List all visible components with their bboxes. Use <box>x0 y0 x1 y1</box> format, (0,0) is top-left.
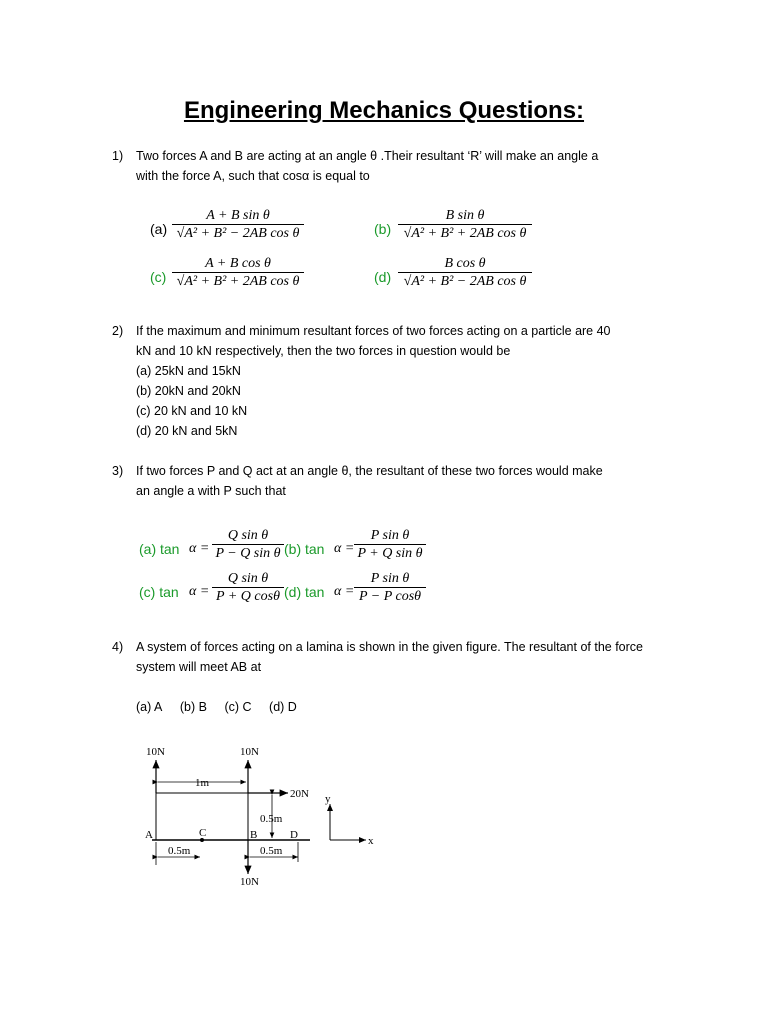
numerator: P sin θ <box>370 528 410 543</box>
question-3 <box>112 461 672 501</box>
question-number: 1) <box>112 149 124 163</box>
label-10n-down: 10N <box>240 876 259 888</box>
label-point-d: D <box>290 829 298 841</box>
answer-option: (d) D <box>269 700 297 714</box>
page-title: Engineering Mechanics Questions: <box>183 97 585 124</box>
answer-option: (b) B <box>179 700 207 714</box>
option-a-fraction <box>172 208 304 242</box>
option-label-b: (b) <box>374 221 392 237</box>
denominator: P + Q cosθ <box>212 587 284 605</box>
label-05m-left: 0.5m <box>168 845 191 857</box>
label-10n-right: 10N <box>240 746 259 758</box>
option-label-c: (c) tan <box>139 584 179 600</box>
numerator: Q sin θ <box>227 571 269 586</box>
question-text-line: Two forces A and B are acting at an angle θ .Their resultant ‘R’ will make an angle a <box>136 149 599 163</box>
denominator: P − P cosθ <box>354 587 426 605</box>
question-2 <box>112 321 672 441</box>
question-text-line: kN and 10 kN respectively, then the two forces in question would be <box>136 344 511 358</box>
answer-option: (c) C <box>224 700 252 714</box>
answer-option: (c) 20 kN and 10 kN <box>136 404 248 418</box>
label-20n: 20N <box>290 788 309 800</box>
answer-option: (a) 25kN and 15kN <box>136 364 241 378</box>
question-text-line: an angle a with P such that <box>136 484 286 498</box>
option-c-fraction <box>212 571 284 605</box>
numerator: Q sin θ <box>227 528 269 543</box>
option-label-c: (c) <box>150 269 167 285</box>
numerator: A + B cos θ <box>205 256 271 271</box>
denominator: √A² + B² + 2AB cos θ <box>172 272 304 290</box>
question-text-line: If two forces P and Q act at an angle θ, the resultant of these two forces would make <box>136 464 603 478</box>
question-text-line: with the force A, such that cosα is equal to <box>136 169 370 183</box>
label-05m-right: 0.5m <box>260 845 283 857</box>
option-b-fraction <box>398 208 532 242</box>
denominator: √A² + B² − 2AB cos θ <box>398 272 532 290</box>
option-b-lhs: α = <box>334 541 355 556</box>
label-point-b: B <box>250 829 258 841</box>
force-system-figure <box>140 740 390 890</box>
option-d-lhs: α = <box>334 584 355 599</box>
numerator: B cos θ <box>444 256 486 271</box>
denominator: √A² + B² + 2AB cos θ <box>398 224 532 242</box>
option-label-d: (d) <box>374 269 392 285</box>
denominator: √A² + B² − 2AB cos θ <box>172 224 304 242</box>
option-a-lhs: α = <box>189 541 210 556</box>
option-label-d: (d) tan <box>284 584 325 600</box>
answer-option: (d) 20 kN and 5kN <box>136 424 238 438</box>
option-a-fraction <box>212 528 284 562</box>
question-number: 3) <box>112 464 124 478</box>
option-b-fraction <box>354 528 426 562</box>
label-05m-vertical: 0.5m <box>260 813 283 825</box>
denominator: P + Q sin θ <box>354 544 426 562</box>
option-label-b: (b) tan <box>284 541 325 557</box>
question-text-line: system will meet AB at <box>136 660 262 674</box>
option-c-lhs: α = <box>189 584 210 599</box>
question-text-line: A system of forces acting on a lamina is shown in the given figure. The resultant of the force <box>136 640 643 654</box>
label-10n-left: 10N <box>146 746 165 758</box>
label-axis-y: y <box>325 793 331 805</box>
question-number: 2) <box>112 324 124 338</box>
answer-option: (b) 20kN and 20kN <box>136 384 241 398</box>
answer-option: (a) A <box>136 700 163 714</box>
option-label-a: (a) <box>150 221 168 237</box>
q4-options <box>136 697 297 717</box>
option-d-fraction <box>354 571 426 605</box>
question-number: 4) <box>112 640 124 654</box>
label-1m: 1m <box>195 777 210 789</box>
label-point-a: A <box>145 829 153 841</box>
option-d-fraction <box>398 256 532 290</box>
label-axis-x: x <box>368 835 374 847</box>
question-4 <box>112 637 672 677</box>
numerator: P sin θ <box>370 571 410 586</box>
numerator: B sin θ <box>445 208 485 223</box>
label-point-c: C <box>199 827 207 839</box>
question-1 <box>112 146 672 186</box>
numerator: A + B sin θ <box>206 208 270 223</box>
option-label-a: (a) tan <box>139 541 180 557</box>
question-text-line: If the maximum and minimum resultant forces of two forces acting on a particle are 40 <box>136 324 611 338</box>
option-c-fraction <box>172 256 304 290</box>
denominator: P − Q sin θ <box>212 544 284 562</box>
